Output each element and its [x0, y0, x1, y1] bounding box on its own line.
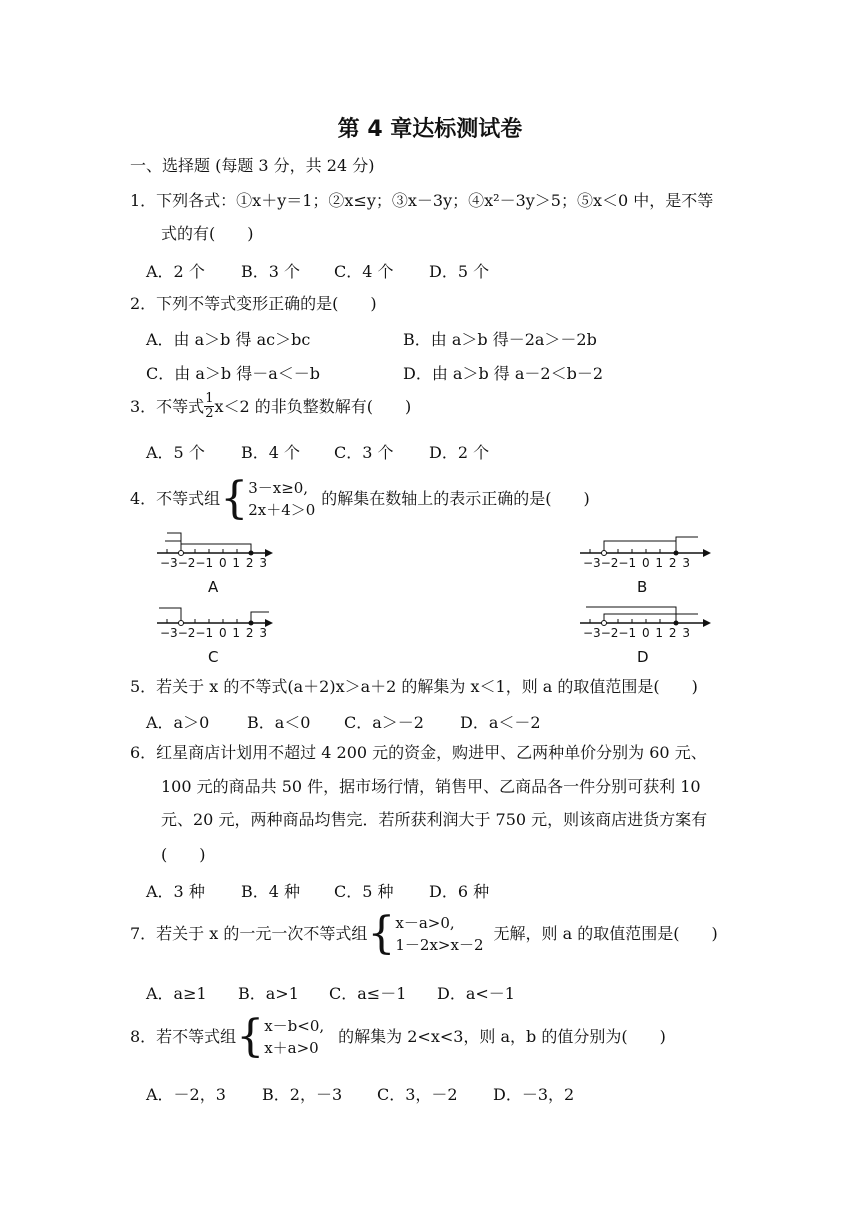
figure-d — [580, 607, 711, 627]
q2-option-d: D．由 a＞b 得 a－2＜b－2 — [403, 364, 604, 383]
tick-label: 1 — [232, 626, 241, 640]
q6-stem-line4: ( ) — [161, 845, 206, 864]
figure-c-label: C — [208, 648, 219, 666]
q6-option-c: C．5 种 — [334, 882, 394, 901]
q5-option-b: B．a＜0 — [247, 713, 311, 732]
q5-option-d: D．a＜－2 — [460, 713, 541, 732]
q1-option-a: A．2 个 — [146, 262, 205, 281]
q4-suffix: 的解集在数轴上的表示正确的是( ) — [321, 489, 590, 508]
tick-label: −2 — [177, 626, 196, 640]
q2-stem: 2．下列不等式变形正确的是( ) — [130, 294, 377, 313]
q5-option-c: C．a＞－2 — [344, 713, 424, 732]
q8-suffix: 的解集为 2<x<3，则 a，b 的值分别为( ) — [338, 1027, 666, 1046]
q8-option-b: B．2，－3 — [262, 1085, 343, 1104]
q3-frac-num: 1 — [205, 391, 214, 406]
q4-system-line1: 3－x≥0, — [248, 479, 309, 497]
q7-option-b: B．a>1 — [238, 984, 299, 1003]
q7-prefix: 7．若关于 x 的一元一次不等式组 — [130, 924, 368, 943]
q8-option-d: D．－3，2 — [493, 1085, 575, 1104]
q3-option-b: B．4 个 — [241, 443, 301, 462]
tick-label: −1 — [618, 626, 637, 640]
q8-stem — [130, 1011, 666, 1062]
q3-option-c: C．3 个 — [334, 443, 394, 462]
tick-label: 3 — [682, 556, 690, 570]
q6-option-a: A．3 种 — [146, 882, 205, 901]
q1-option-c: C．4 个 — [334, 262, 394, 281]
q7-stem — [130, 908, 718, 959]
tick-label: 1 — [655, 556, 664, 570]
q7-suffix: 无解，则 a 的取值范围是( ) — [493, 924, 718, 943]
q8-system-line2: x＋a>0 — [264, 1039, 319, 1057]
tick-label: −1 — [195, 556, 214, 570]
figure-b-label: B — [637, 578, 648, 596]
q6-option-d: D．6 种 — [429, 882, 490, 901]
q8-option-c: C．3，－2 — [377, 1085, 458, 1104]
q8-system-line1: x－b<0, — [264, 1017, 325, 1035]
q1-stem-line1: 1．下列各式：①x＋y＝1；②x≤y；③x－3y；④x²－3y＞5；⑤x＜0 中，是不等 — [130, 191, 714, 210]
tick-label: −1 — [618, 556, 637, 570]
figure-a — [157, 533, 273, 557]
q3-prefix: 3．不等式 — [130, 396, 205, 416]
q8-prefix: 8．若不等式组 — [130, 1027, 237, 1046]
q6-option-b: B．4 种 — [241, 882, 301, 901]
tick-label: −3 — [583, 626, 601, 640]
q5-stem: 5．若关于 x 的不等式(a＋2)x＞a＋2 的解集为 x＜1，则 a 的取值范围是( ) — [130, 677, 698, 696]
tick-label: −2 — [600, 556, 619, 570]
figure-a-label: A — [208, 578, 219, 596]
tick-label: 2 — [245, 626, 254, 640]
tick-label: 1 — [655, 626, 664, 640]
q8-option-a: A．－2，3 — [146, 1085, 226, 1104]
tick-label: 3 — [682, 626, 690, 640]
q3-option-a: A．5 个 — [146, 443, 205, 462]
figure-b-ticks — [583, 556, 690, 570]
tick-label: −2 — [177, 556, 196, 570]
tick-label: 0 — [218, 556, 227, 570]
q8-system — [264, 1015, 324, 1059]
q2-option-a: A．由 a＞b 得 ac＞bc — [146, 330, 311, 349]
tick-label: −3 — [583, 556, 601, 570]
tick-label: 2 — [668, 556, 677, 570]
q7-brace: { — [367, 908, 396, 959]
q1-stem-line2: 式的有( ) — [161, 224, 254, 243]
q3-fraction — [204, 392, 214, 421]
q3-frac-den: 2 — [205, 406, 214, 421]
q7-system — [395, 912, 483, 956]
q2-option-b: B．由 a＞b 得－2a＞－2b — [403, 330, 597, 349]
q4-system-line2: 2x＋4＞0 — [248, 501, 316, 519]
figure-d-ticks — [583, 626, 690, 640]
q7-system-line2: 1－2x>x－2 — [395, 936, 484, 954]
figure-a-ticks — [160, 556, 267, 570]
q7-system-line1: x－a>0, — [395, 914, 455, 932]
tick-label: 3 — [259, 626, 267, 640]
q3-stem — [130, 392, 411, 421]
q7-option-c: C．a≤－1 — [329, 984, 407, 1003]
tick-label: 3 — [259, 556, 267, 570]
figure-c — [157, 608, 273, 627]
q1-option-b: B．3 个 — [241, 262, 301, 281]
q4-brace: { — [220, 473, 249, 524]
figure-d-label: D — [637, 648, 649, 666]
tick-label: 0 — [218, 626, 227, 640]
q4-prefix: 4．不等式组 — [130, 489, 221, 508]
q6-stem-line3: 元、20 元，两种商品均售完．若所获利润大于 750 元，则该商店进货方案有 — [161, 810, 708, 829]
tick-label: 0 — [641, 626, 650, 640]
page-title: 第 4 章达标测试卷 — [337, 117, 523, 142]
q5-option-a: A．a＞0 — [146, 713, 210, 732]
figure-b — [580, 537, 711, 557]
q6-stem-line2: 100 元的商品共 50 件，据市场行情，销售甲、乙商品各一件分别可获利 10 — [161, 777, 701, 796]
q8-brace: { — [236, 1011, 265, 1062]
tick-label: 0 — [641, 556, 650, 570]
q1-option-d: D．5 个 — [429, 262, 490, 281]
tick-label: 2 — [668, 626, 677, 640]
q2-option-c: C．由 a＞b 得－a＜－b — [146, 364, 320, 383]
figure-c-ticks — [160, 626, 267, 640]
tick-label: 2 — [245, 556, 254, 570]
q4-number-line-figures — [0, 520, 860, 670]
tick-label: 1 — [232, 556, 241, 570]
q3-suffix: x＜2 的非负整数解有( ) — [214, 396, 412, 416]
tick-label: −3 — [160, 626, 178, 640]
q6-stem-line1: 6．红星商店计划用不超过 4 200 元的资金，购进甲、乙两种单价分别为 60 元、 — [130, 743, 707, 762]
section-heading: 一、选择题 (每题 3 分，共 24 分) — [130, 156, 375, 175]
tick-label: −1 — [195, 626, 214, 640]
q4-system — [248, 477, 315, 521]
q3-option-d: D．2 个 — [429, 443, 490, 462]
tick-label: −3 — [160, 556, 178, 570]
q7-option-d: D．a<－1 — [437, 984, 515, 1003]
q7-option-a: A．a≥1 — [146, 984, 207, 1003]
tick-label: −2 — [600, 626, 619, 640]
q4-stem — [130, 473, 590, 524]
